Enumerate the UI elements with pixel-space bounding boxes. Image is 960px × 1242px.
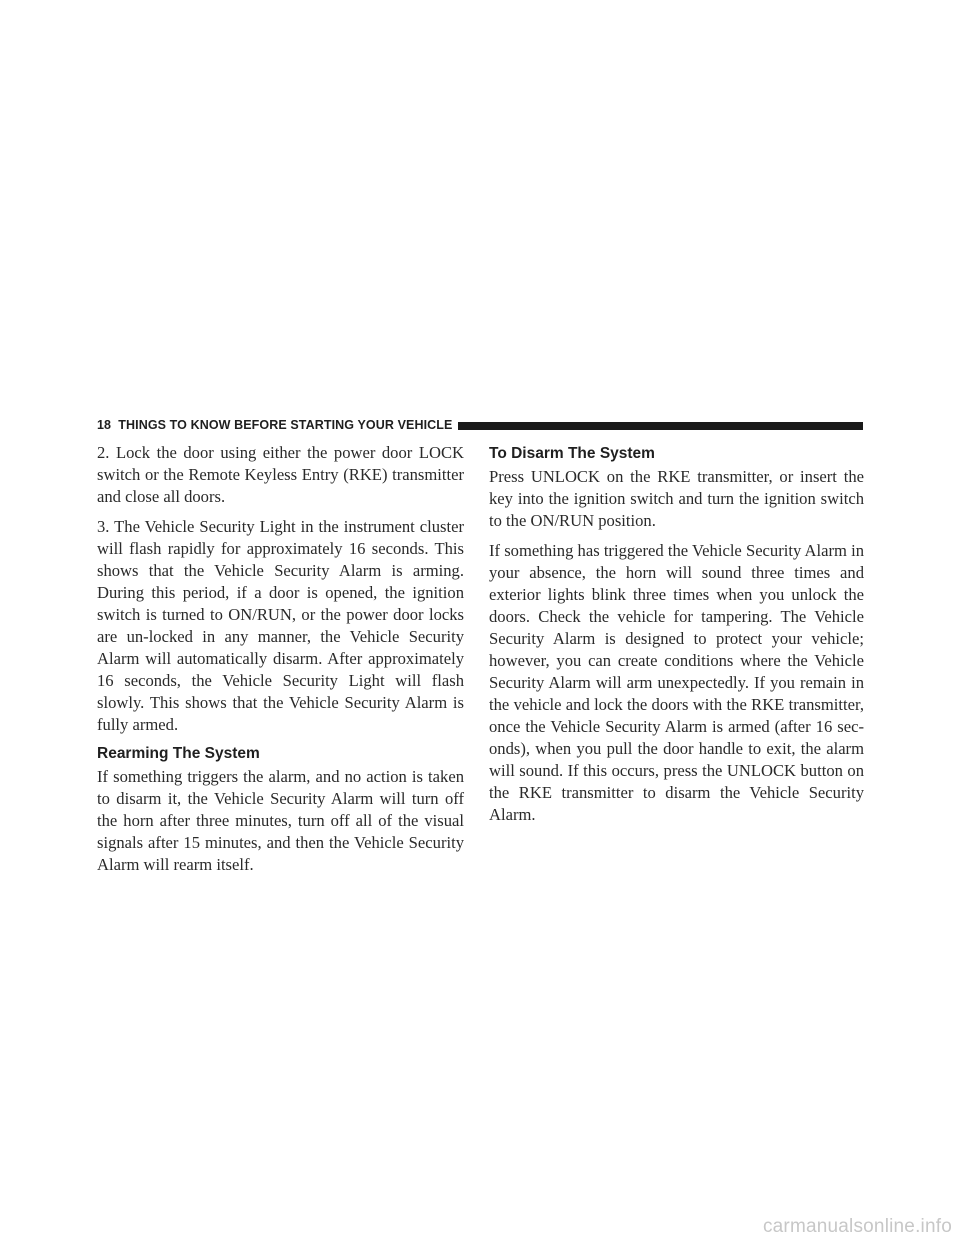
rearming-heading: Rearming The System — [97, 745, 260, 762]
left-column — [97, 442, 464, 884]
right-column — [489, 444, 864, 834]
disarm-paragraph-2: If something has triggered the Vehicle Security Alarm in your absence, the horn will sound three times and exterior lights blink three times when you unlock the doors. Check the vehicle for tampering. The Vehicle Security Alarm is designed to protect your vehicle; however, you can create conditions where the Vehicle Security Alarm will arm unexpectedly. If you remain in the vehicle and lock the doors with the RKE transmitter, once the Vehicle Security Alarm is armed (after 16 sec-onds), when you pull the door handle to exit, the alarm will sound. If this occurs, press the UNLOCK button on the RKE transmitter to disarm the Vehicle Security Alarm. — [489, 541, 864, 824]
step-3-paragraph: 3. The Vehicle Security Light in the instrument cluster will flash rapidly for approximately 16 seconds. This shows that the Vehicle Security Alarm is arming. During this period, if a door is opened, the ignition switch is turned to ON/RUN, or the power door locks are un-locked in any manner, the Vehicle Security Alarm will automatically disarm. After approximately 16 seconds, the Vehicle Security Light will flash slowly. This shows that the Vehicle Security Alarm is fully armed. — [97, 517, 464, 734]
step-2-paragraph: 2. Lock the door using either the power door LOCK switch or the Remote Keyless Entry (RKE) transmitter and close all doors. — [97, 443, 464, 506]
page-number: 18 — [97, 418, 112, 432]
disarm-paragraph-1: Press UNLOCK on the RKE transmitter, or insert the key into the ignition switch and turn the ignition switch to the ON/RUN position. — [489, 467, 864, 530]
header-rule — [458, 422, 863, 430]
disarm-heading: To Disarm The System — [489, 445, 655, 462]
page-number-and-section-title — [97, 418, 452, 432]
page-header — [97, 414, 863, 436]
section-title: THINGS TO KNOW BEFORE STARTING YOUR VEHICLE — [118, 418, 453, 432]
site-watermark: carmanualsonline.info — [762, 1216, 952, 1237]
rearming-paragraph: If something triggers the alarm, and no action is taken to disarm it, the Vehicle Security Alarm will turn off the horn after three minutes, turn off all of the visual signals after 15 minutes, and then the Vehicle Security Alarm will rearm itself. — [97, 767, 464, 874]
